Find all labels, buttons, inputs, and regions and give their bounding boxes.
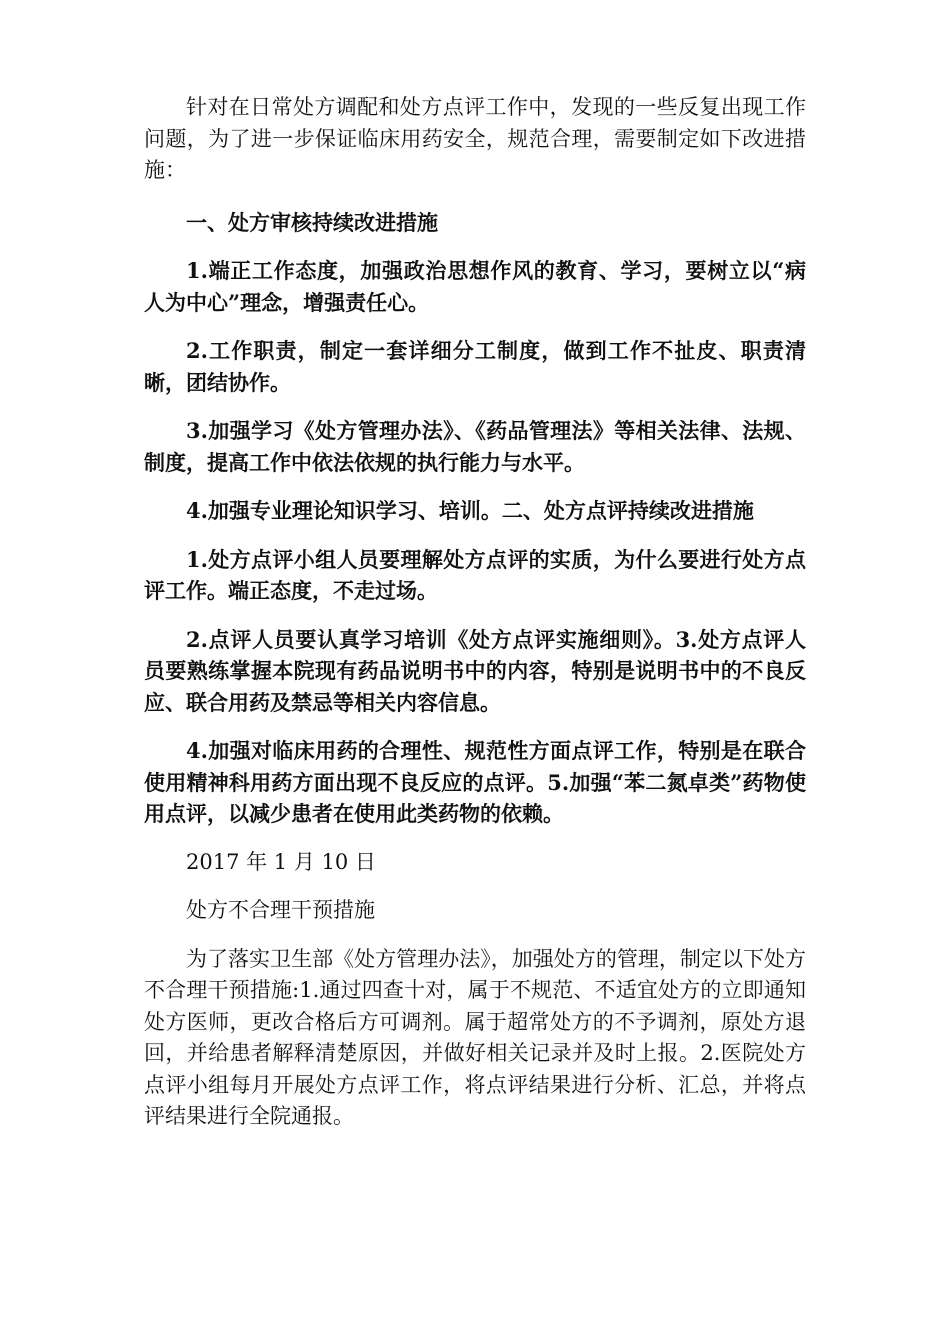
section-title-intervention: 处方不合理干预措施 — [186, 898, 375, 922]
review-item-4-5: 4.加强对临床用药的合理性、规范性方面点评工作，特别是在联合使用精神科用药方面出现不良反应的点评。5.加强“苯二氮卓类”药物使用点评，以减少患者在使用此类药物的依赖。 — [144, 738, 806, 826]
document-page — [144, 92, 806, 1133]
audit-item-1: 1.端正工作态度，加强政治思想作风的教育、学习，要树立以“病人为中心”理念，增强责任心。 — [144, 258, 806, 315]
audit-item-2: 2.工作职责，制定一套详细分工制度，做到工作不扯皮、职责清晰，团结协作。 — [144, 338, 806, 395]
review-item-2-3: 2.点评人员要认真学习培训《处方点评实施细则》。3.处方点评人员要熟练掌握本院现有药品说明书中的内容，特别是说明书中的不良反应、联合用药及禁忌等相关内容信息。 — [144, 626, 806, 715]
audit-item-4: 4.加强专业理论知识学习、培训。二、处方点评持续改进措施 — [186, 498, 754, 523]
intervention-paragraph: 为了落实卫生部《处方管理办法》，加强处方的管理，制定以下处方不合理干预措施:1.通过四查十对，属于不规范、不适宜处方的立即通知处方医师，更改合格后方可调剂。属于超常处方的不予调剂，原处方退回，并给患者解释清楚原因，并做好相关记录并及时上报。2.医院处方点评小组每月开展处方点评工作，将点评结果进行分析、汇总，并将点评结果进行全院通报。 — [144, 946, 806, 1128]
audit-item-3: 3.加强学习《处方管理办法》、《药品管理法》等相关法律、法规、制度，提高工作中依法依规的执行能力与水平。 — [144, 418, 806, 475]
intro-paragraph: 针对在日常处方调配和处方点评工作中，发现的一些反复出现工作问题，为了进一步保证临床用药安全，规范合理，需要制定如下改进措施： — [144, 95, 806, 182]
section-heading-audit: 一、处方审核持续改进措施 — [186, 209, 438, 235]
document-date: 2017 年 1 月 10 日 — [186, 849, 376, 874]
review-item-1: 1.处方点评小组人员要理解处方点评的实质，为什么要进行处方点评工作。端正态度，不走过场。 — [144, 546, 806, 603]
